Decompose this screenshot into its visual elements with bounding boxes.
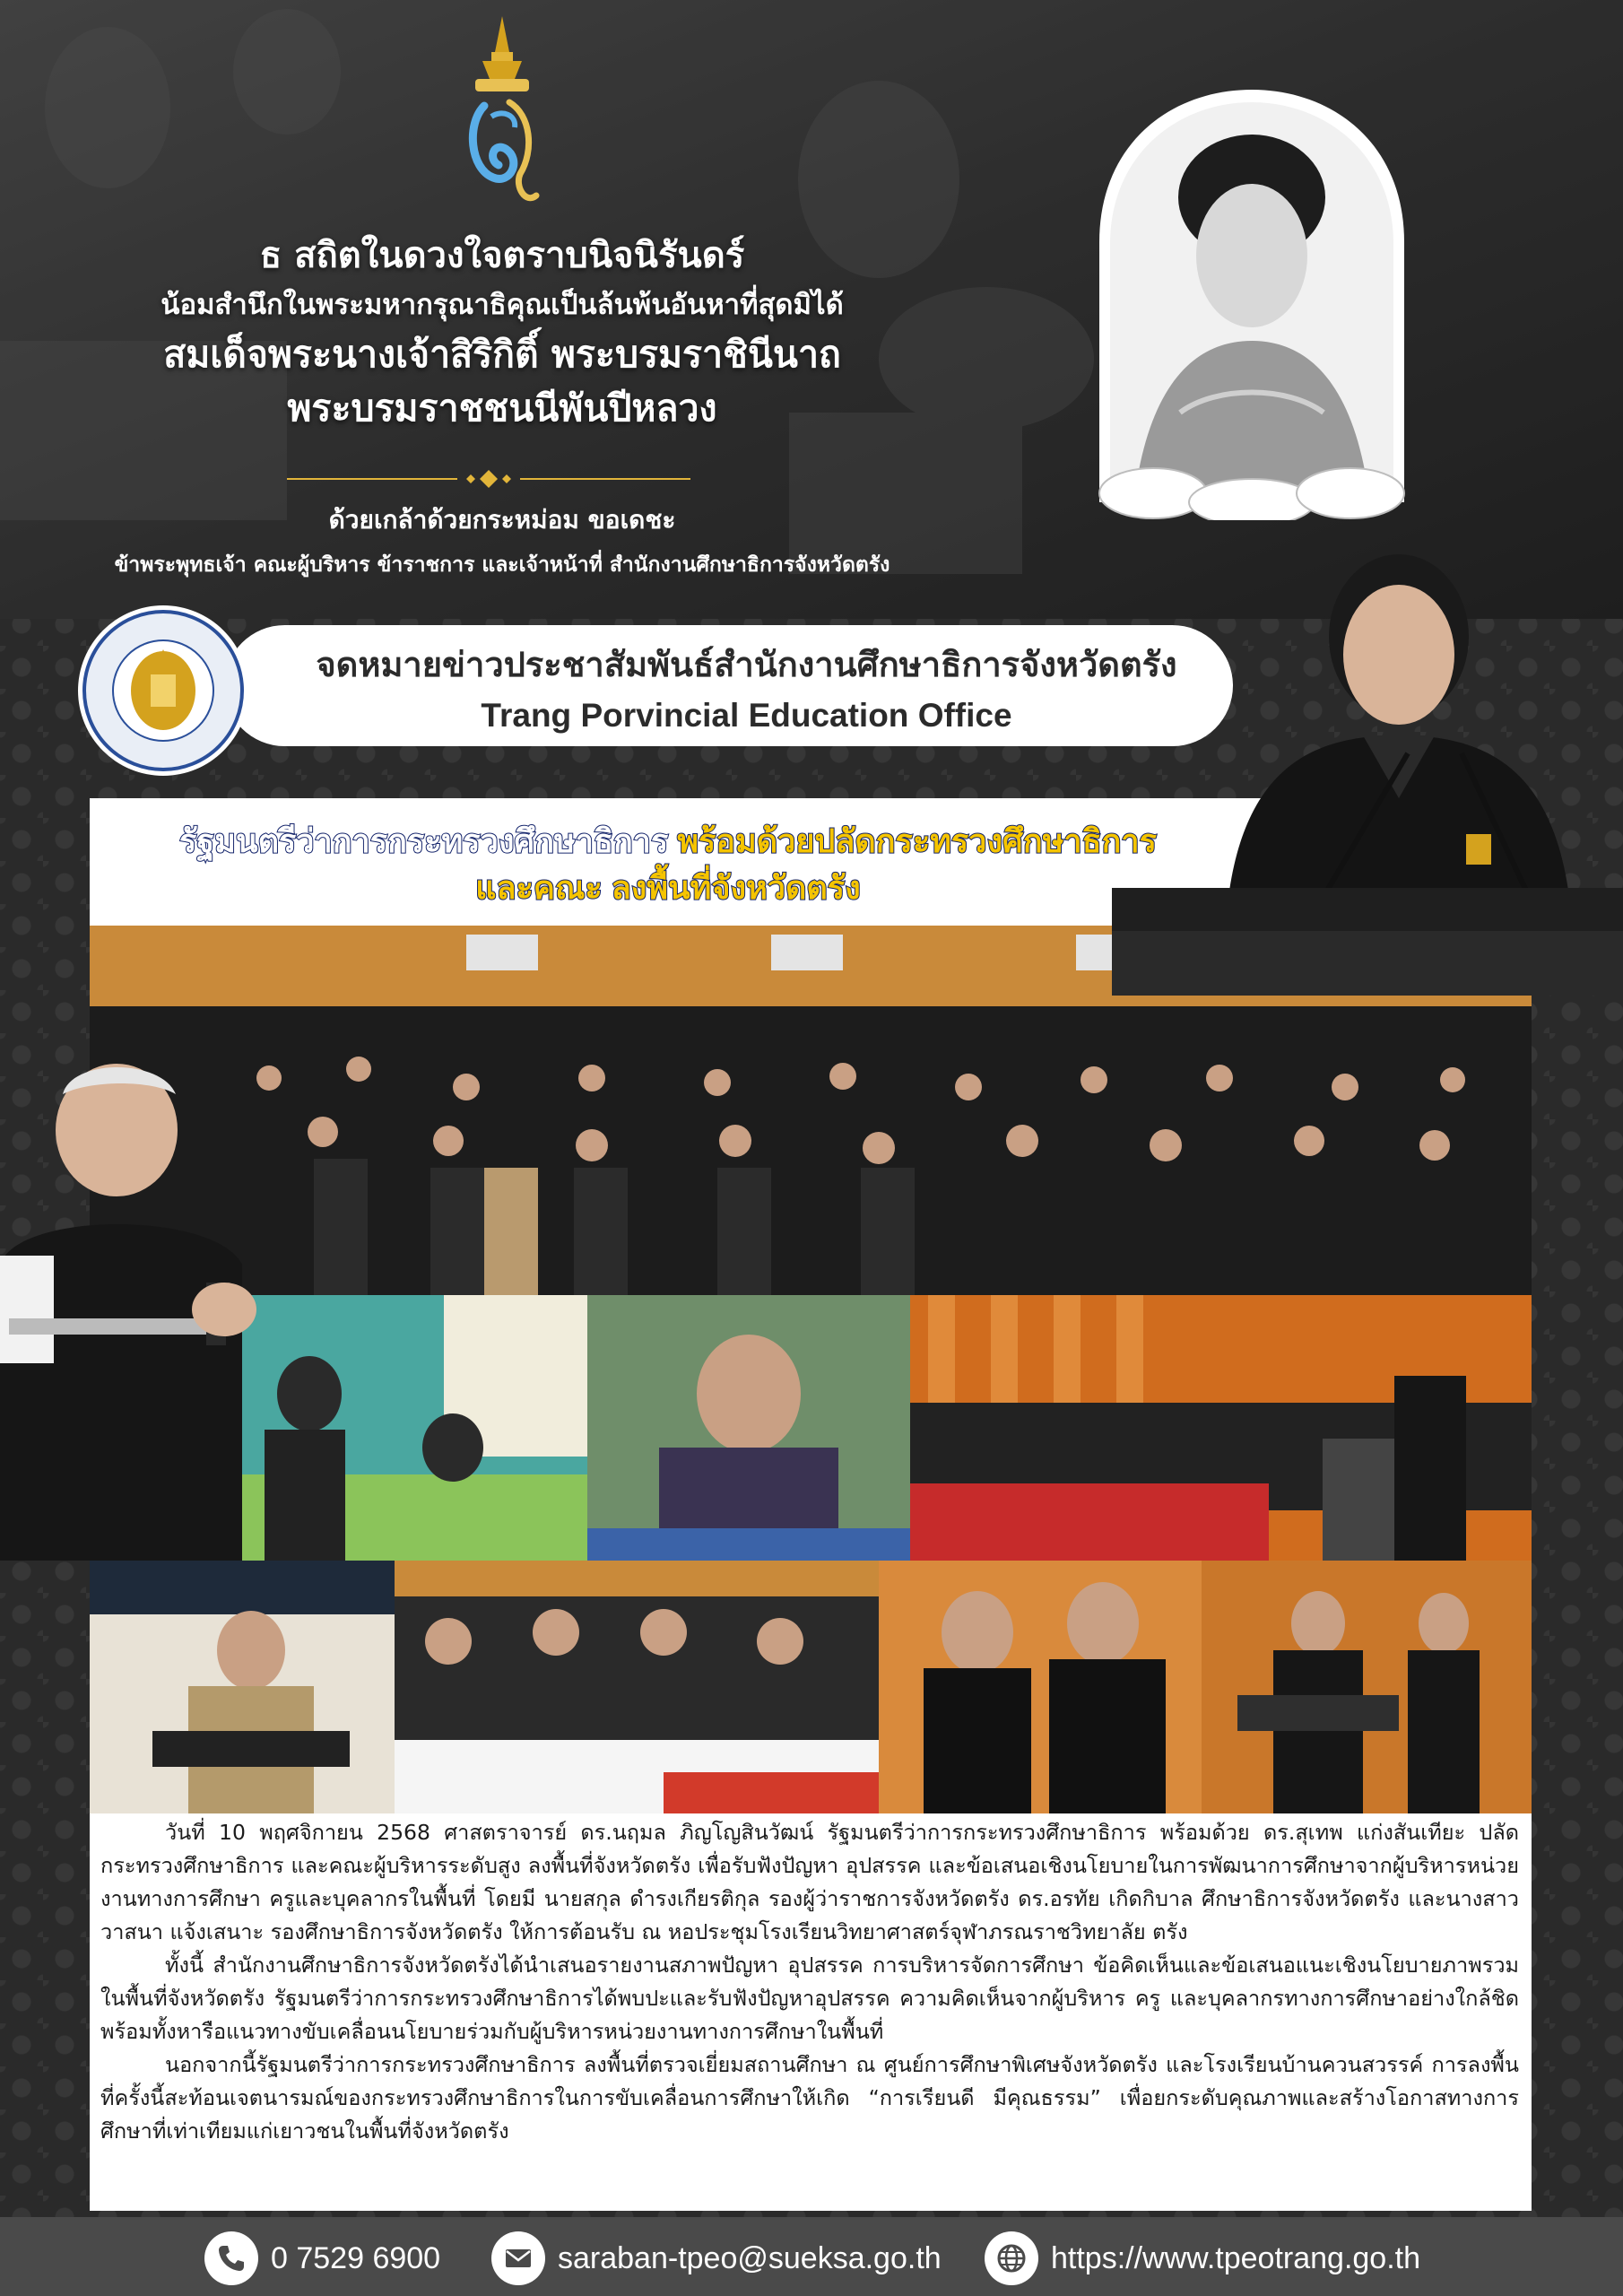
- minister-speaking-photo: [1112, 529, 1623, 996]
- news-headline: [90, 818, 1246, 911]
- newsletter-header: [224, 625, 1233, 746]
- photo-vice-governor-speech: [90, 1561, 395, 1813]
- news-body: [100, 1816, 1519, 2148]
- photo-special-education-center: [229, 1295, 587, 1561]
- photo-collage: [90, 926, 1532, 1813]
- minister-with-microphone-photo: [0, 1058, 260, 1561]
- footer-email-text: saraban-tpeo@sueksa.go.th: [558, 2240, 942, 2275]
- photo-speaker-podium: [1202, 1561, 1532, 1813]
- photo-minister-at-table: [587, 1295, 910, 1561]
- mail-icon: [491, 2231, 545, 2285]
- footer-email[interactable]: [491, 2233, 942, 2283]
- body-paragraph-2: ทั้งนี้ สำนักงานศึกษาธิการจังหวัดตรังได้นำเสนอรายงานสภาพปัญหา อุปสรรค การบริหารจัดการศึกษา ข้อคิดเห็นและข้อเสนอแนะเชิงนโยบายภาพรวมในพื้นที่จังหวัดตรัง รัฐมนตรีว่าการกระทรวงศึกษาธิการได้พบปะและรับฟังปัญหาอุปสรรค ความคิดเห็นจากผู้บริหาร ครู และบุคลากรทางการศึกษาอย่างใกล้ชิด พร้อมทั้งหารือแนวทางขับเคลื่อนนโยบายร่วมกับผู้บริหารหน่วยงานทางการศึกษาในพื้นที่: [100, 1952, 1519, 2044]
- mourning-text-block: [72, 229, 933, 435]
- headline-part-2: พร้อมด้วยปลัดกระทรวงศึกษาธิการ: [677, 822, 1157, 859]
- body-paragraph-3: นอกจากนี้รัฐมนตรีว่าการกระทรวงศึกษาธิการ ลงพื้นที่ตรวจเยี่ยมสถานศึกษา ณ ศูนย์การศึกษาพิเศษจังหวัดตรัง และโรงเรียนบ้านควนสวรรค์ การลงพื้นที่ครั้งนี้สะท้อนเจตนารมณ์ของกระทรวงศึกษาธิการในการขับเคลื่อนการศึกษาให้เกิด “การเรียนดี มีคุณธรรม” เพื่อยกระดับคุณภาพและสร้างโอกาสทางการศึกษาที่เท่าเทียมแก่เยาวชนในพื้นที่จังหวัดตรัง: [100, 2052, 1519, 2144]
- footer-phone[interactable]: [204, 2233, 440, 2283]
- ornament-divider: [287, 470, 690, 488]
- mourning-line-3: สมเด็จพระนางเจ้าสิริกิติ์ พระบรมราชินีนาถ: [163, 333, 841, 376]
- mourning-banner: [0, 0, 1623, 619]
- mourning-line-2: น้อมสำนึกในพระมหากรุณาธิคุณเป็นล้นพ้นอันหาที่สุดมิได้: [161, 289, 844, 321]
- photo-officials-standing: [879, 1561, 1202, 1813]
- contact-footer: [0, 2217, 1623, 2296]
- royal-portrait: [1072, 72, 1431, 520]
- header-title-english: Trang Porvincial Education Office: [481, 697, 1012, 734]
- photo-meeting-room: [910, 1295, 1532, 1561]
- royal-emblem-icon: [448, 16, 556, 222]
- photo-audience-front-row: [395, 1561, 879, 1813]
- mourning-line-4: พระบรมราชชนนีพันปีหลวง: [287, 387, 717, 430]
- office-logo-icon: [75, 603, 251, 778]
- footer-website[interactable]: [985, 2233, 1420, 2283]
- globe-icon: [985, 2231, 1038, 2285]
- footer-website-text: https://www.tpeotrang.go.th: [1051, 2240, 1421, 2275]
- headline-part-1: รัฐมนตรีว่าการกระทรวงศึกษาธิการ: [179, 822, 669, 859]
- mourning-line-1: ธ สถิตในดวงใจตราบนิจนิรันดร์: [259, 235, 745, 276]
- phone-icon: [204, 2231, 258, 2285]
- header-title-thai: จดหมายข่าวประชาสัมพันธ์สำนักงานศึกษาธิการจังหวัดตรัง: [316, 647, 1177, 684]
- mourning-line-6: ข้าพระพุทธเจ้า คณะผู้บริหาร ข้าราชการ และเจ้าหน้าที่ สำนักงานศึกษาธิการจังหวัดตรัง: [114, 553, 890, 577]
- headline-part-3: และคณะ ลงพื้นที่จังหวัดตรัง: [475, 869, 861, 906]
- footer-phone-text: 0 7529 6900: [271, 2240, 441, 2275]
- body-paragraph-1: วันที่ 10 พฤศจิกายน 2568 ศาสตราจารย์ ดร.นฤมล ภิญโญสินวัฒน์ รัฐมนตรีว่าการกระทรวงศึกษาธิการ พร้อมด้วย ดร.สุเทพ แก่งสันเทียะ ปลัดกระทรวงศึกษาธิการ และคณะผู้บริหารระดับสูง ลงพื้นที่จังหวัดตรัง เพื่อรับฟังปัญหา อุปสรรค และข้อเสนอเชิงนโยบายในการพัฒนาการศึกษาจากผู้บริหารหน่วยงานทางการศึกษา ครูและบุคลากรในพื้นที่ โดยมี นายสกุล ดำรงเกียรติกุล รองผู้ว่าราชการจังหวัดตรัง ดร.อรทัย เกิดกิบาล ศึกษาธิการจังหวัดตรัง และนางสาววาสนา แจ้งเสนาะ รองศึกษาธิการจังหวัดตรัง ให้การต้อนรับ ณ หอประชุมโรงเรียนวิทยาศาสตร์จุฬาภรณราชวิทยาลัย ตรัง: [100, 1820, 1519, 1944]
- mourning-line-5: ด้วยเกล้าด้วยกระหม่อม ขอเดชะ: [328, 505, 676, 535]
